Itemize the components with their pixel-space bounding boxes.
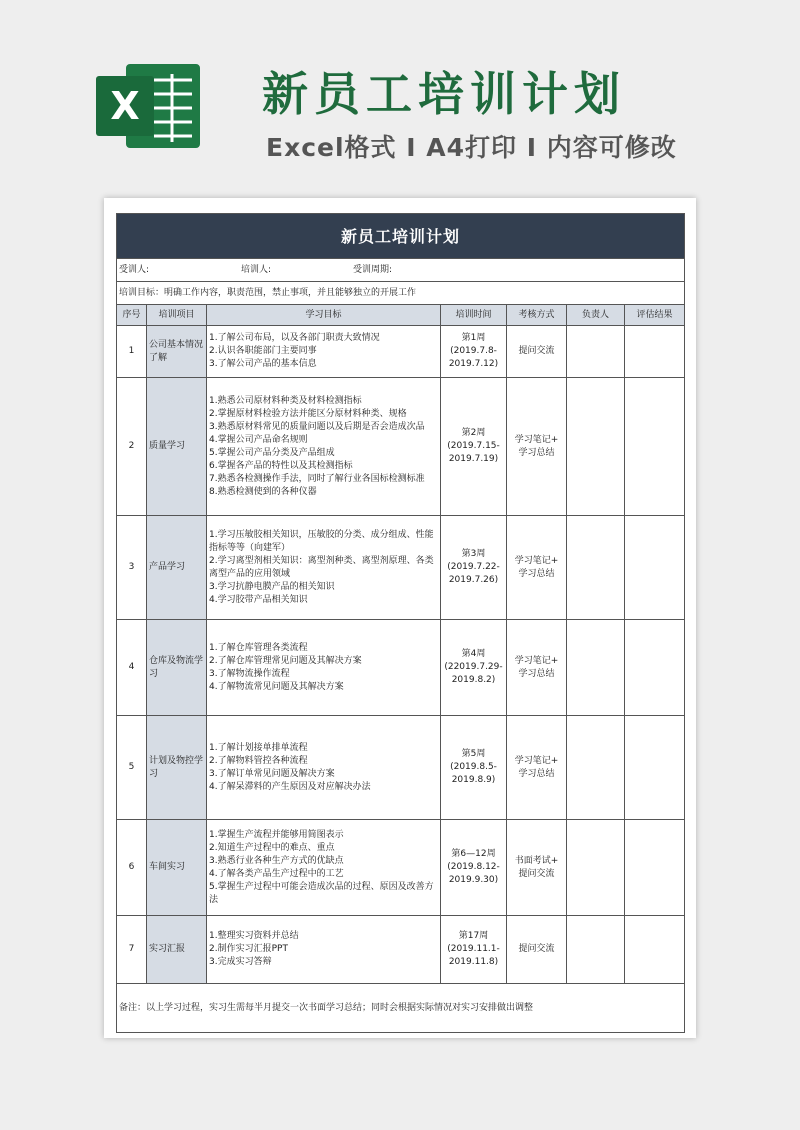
method-line: 书面考试+ [514, 855, 559, 866]
row-method [507, 378, 567, 516]
objective-row: 培训目标：明确工作内容，职责范围，禁止事项，并且能够独立的开展工作 [117, 282, 685, 305]
row-owner [567, 916, 625, 984]
row-item: 仓库及物流学习 [147, 620, 207, 716]
row-result [625, 916, 685, 984]
row-goals [207, 820, 441, 916]
row-time [441, 820, 507, 916]
method-line: 学习笔记+ [514, 434, 559, 445]
table-row [117, 820, 685, 916]
method-line: 提问交流 [518, 868, 555, 879]
table-row [117, 916, 685, 984]
row-time [441, 326, 507, 378]
header-owner: 负责人 [567, 305, 625, 326]
row-result [625, 716, 685, 820]
row-time [441, 716, 507, 820]
row-method [507, 516, 567, 620]
row-owner [567, 378, 625, 516]
goal-line: 2.掌握原材料检验方法并能区分原材料种类、规格 [209, 408, 407, 419]
goal-line: 7.熟悉各检测操作手法，同时了解行业各国标检测标准 [209, 473, 425, 484]
goal-line: 3.了解订单常见问题及解决方案 [209, 768, 335, 779]
row-time [441, 378, 507, 516]
goal-line: 1.了解仓库管理各类流程 [209, 642, 308, 653]
goal-line: 5.掌握生产过程中可能会造成次品的过程、原因及改善方 [209, 881, 434, 892]
time-line: (2019.11.1- [447, 944, 500, 954]
method-line: 学习笔记+ [514, 655, 559, 666]
goal-line: 2.认识各职能部门主要同事 [209, 346, 317, 356]
table-row [117, 378, 685, 516]
banner-title: 新员工培训计划 [262, 67, 626, 121]
row-time [441, 620, 507, 716]
goal-line: 1.整理实习资料并总结 [209, 931, 299, 941]
row-owner [567, 326, 625, 378]
time-line: 第5周 [461, 749, 486, 759]
trainee-label: 受训人: [119, 264, 150, 275]
goal-line: 3.熟悉原材料常见的质量问题以及后期是否会造成次品 [209, 421, 425, 432]
time-line: 第2周 [461, 428, 486, 438]
row-goals [207, 516, 441, 620]
goal-line: 4.了解呆滞料的产生原因及对应解决办法 [209, 781, 371, 792]
method-line: 学习总结 [518, 668, 555, 679]
time-line: 2019.7.12) [448, 359, 499, 369]
header-time: 培训时间 [441, 305, 507, 326]
row-result [625, 516, 685, 620]
row-number: 1 [117, 326, 147, 378]
excel-logo-letter: X [110, 84, 140, 128]
row-number: 5 [117, 716, 147, 820]
row-goals [207, 916, 441, 984]
header-result: 评估结果 [625, 305, 685, 326]
goal-line: 3.完成实习答辩 [209, 957, 272, 967]
time-line: (2019.8.5- [450, 762, 497, 772]
goal-line: 3.熟悉行业各种生产方式的优缺点 [209, 855, 344, 866]
goal-line: 2.知道生产过程中的难点、重点 [209, 842, 335, 853]
row-item: 实习汇报 [147, 916, 207, 984]
period-label: 受训周期: [353, 264, 393, 275]
method-line: 学习总结 [518, 568, 555, 579]
goal-line: 4.了解物流常见问题及其解决方案 [209, 681, 344, 692]
goal-line: 2.学习离型剂相关知识：离型剂种类、离型剂原理、各类 [209, 555, 434, 566]
time-line: (2019.7.22- [447, 562, 500, 572]
row-result [625, 378, 685, 516]
row-method [507, 326, 567, 378]
goal-line: 4.了解各类产品生产过程中的工艺 [209, 868, 344, 879]
goal-line: 指标等等（向建军） [209, 542, 291, 553]
goal-line: 1.了解公司布局，以及各部门职责大致情况 [209, 333, 380, 343]
excel-logo-icon [92, 58, 204, 154]
row-item: 产品学习 [147, 516, 207, 620]
row-method [507, 820, 567, 916]
row-item: 计划及物控学习 [147, 716, 207, 820]
row-number: 7 [117, 916, 147, 984]
goal-line: 2.制作实习汇报PPT [209, 944, 288, 954]
goal-line: 1.学习压敏胶相关知识，压敏胶的分类、成分组成、性能 [209, 529, 434, 540]
banner-subtitle: Excel格式 I A4打印 I 内容可修改 [266, 133, 677, 162]
row-number: 2 [117, 378, 147, 516]
goal-line: 4.掌握公司产品命名规则 [209, 434, 308, 445]
method-line: 提问交流 [518, 346, 555, 356]
goal-line: 1.掌握生产流程并能够用简图表示 [209, 829, 344, 840]
row-number: 3 [117, 516, 147, 620]
method-line: 提问交流 [518, 944, 555, 954]
row-goals [207, 378, 441, 516]
row-owner [567, 820, 625, 916]
row-owner [567, 620, 625, 716]
row-owner [567, 716, 625, 820]
meta-row [117, 259, 685, 282]
time-line: 2019.8.9) [451, 775, 496, 785]
time-line: 2019.7.19) [448, 454, 499, 464]
row-owner [567, 516, 625, 620]
header-method: 考核方式 [507, 305, 567, 326]
row-result [625, 620, 685, 716]
goal-line: 3.学习抗静电膜产品的相关知识 [209, 581, 335, 592]
header-row [117, 305, 685, 326]
time-line: 第17周 [458, 931, 489, 941]
row-method [507, 620, 567, 716]
header-goals: 学习目标 [207, 305, 441, 326]
row-method [507, 716, 567, 820]
goal-line: 离型产品的应用领域 [209, 568, 291, 579]
training-plan-table [116, 213, 685, 1033]
time-line: 第3周 [461, 549, 486, 559]
goal-line: 1.熟悉公司原材料种类及材料检测指标 [209, 395, 362, 406]
time-line: 2019.11.8) [448, 957, 499, 967]
row-goals [207, 716, 441, 820]
goal-line: 法 [209, 894, 219, 905]
time-line: (2019.7.8- [450, 346, 497, 356]
table-row [117, 516, 685, 620]
time-line: 2019.8.2) [451, 675, 496, 685]
row-item: 公司基本情况了解 [147, 326, 207, 378]
table-row [117, 620, 685, 716]
row-goals [207, 620, 441, 716]
method-line: 学习总结 [518, 768, 555, 779]
time-line: 第1周 [461, 333, 486, 343]
method-line: 学习总结 [518, 447, 555, 458]
row-number: 6 [117, 820, 147, 916]
method-line: 学习笔记+ [514, 555, 559, 566]
time-line: 第4周 [461, 649, 486, 659]
header-item: 培训项目 [147, 305, 207, 326]
time-line: (2019.8.12- [447, 862, 500, 872]
time-line: 第6—12周 [451, 849, 496, 859]
sheet-title: 新员工培训计划 [117, 214, 685, 259]
time-line: 2019.7.26) [448, 575, 499, 585]
note-row: 备注：以上学习过程，实习生需每半月提交一次书面学习总结；同时会根据实际情况对实习安排做出调整 [117, 984, 685, 1033]
table-row [117, 326, 685, 378]
time-line: 2019.9.30) [448, 875, 499, 885]
goal-line: 3.了解公司产品的基本信息 [209, 359, 317, 369]
row-result [625, 326, 685, 378]
goal-line: 4.学习胶带产品相关知识 [209, 594, 308, 605]
row-time [441, 516, 507, 620]
header-no: 序号 [117, 305, 147, 326]
row-method [507, 916, 567, 984]
trainer-label: 培训人: [241, 264, 272, 275]
goal-line: 2.了解物料管控各种流程 [209, 755, 308, 766]
row-time [441, 916, 507, 984]
goal-line: 2.了解仓库管理常见问题及其解决方案 [209, 655, 362, 666]
time-line: (22019.7.29- [444, 662, 503, 672]
goal-line: 1.了解计划接单排单流程 [209, 742, 308, 753]
table-row [117, 716, 685, 820]
row-item: 质量学习 [147, 378, 207, 516]
document-page [104, 198, 696, 1038]
goal-line: 3.了解物流操作流程 [209, 668, 290, 679]
row-item: 车间实习 [147, 820, 207, 916]
row-result [625, 820, 685, 916]
method-line: 学习笔记+ [514, 755, 559, 766]
goal-line: 8.熟悉检测使到的各种仪器 [209, 486, 317, 497]
goal-line: 6.掌握各产品的特性以及其检测指标 [209, 460, 353, 471]
time-line: (2019.7.15- [447, 441, 500, 451]
row-number: 4 [117, 620, 147, 716]
goal-line: 5.掌握公司产品分类及产品组成 [209, 447, 335, 458]
row-goals [207, 326, 441, 378]
